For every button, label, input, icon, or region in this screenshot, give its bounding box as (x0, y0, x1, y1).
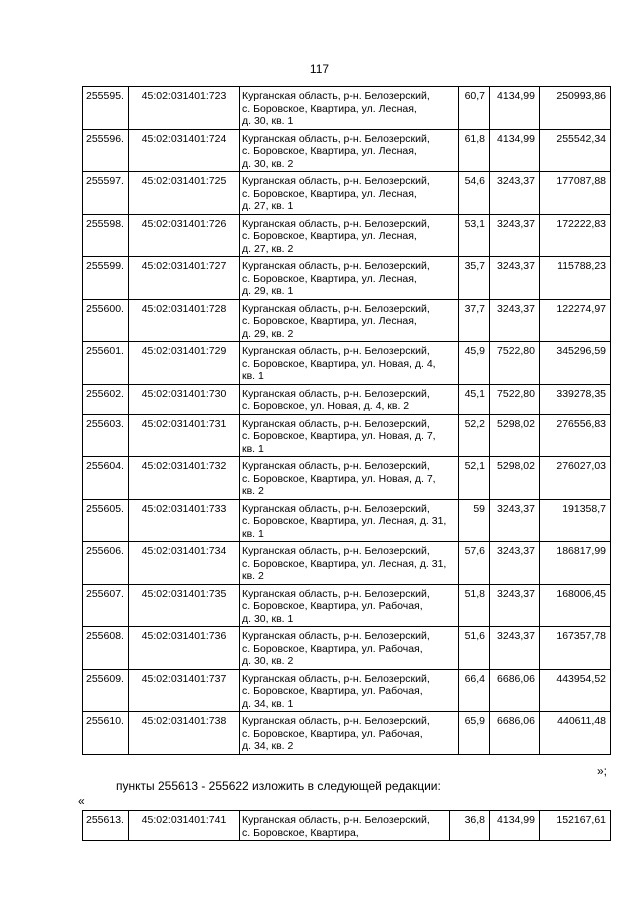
address (240, 669, 459, 712)
total-value: 186817,99 (540, 542, 611, 585)
address-line: д. 27, кв. 2 (242, 242, 294, 255)
table-row (83, 627, 611, 670)
area: 59 (459, 499, 490, 542)
address (240, 214, 459, 257)
table-row (83, 669, 611, 712)
address-line: Курганская область, р-н. Белозерский, (242, 460, 430, 472)
address-line: с. Боровское, Квартира, ул. Новая, д. 7, (242, 472, 436, 485)
area: 57,6 (459, 542, 490, 585)
address-line: с. Боровское, Квартира, (242, 826, 359, 839)
area: 45,1 (459, 384, 490, 414)
address-line: с. Боровское, Квартира, ул. Лесная, д. 31, (242, 515, 447, 527)
cadastral-number: 45:02:031401:727 (129, 257, 240, 300)
unit-price: 3243,37 (490, 627, 540, 670)
address (240, 384, 459, 414)
cadastral-number: 45:02:031401:726 (129, 214, 240, 257)
total-value: 122274,97 (540, 299, 611, 342)
address-line: д. 30, кв. 2 (242, 157, 294, 170)
address-line: д. 30, кв. 1 (242, 612, 294, 625)
unit-price: 3243,37 (490, 214, 540, 257)
row-number: 255598. (83, 214, 129, 257)
address-line: Курганская область, р-н. Белозерский, (242, 630, 430, 642)
cadastral-number: 45:02:031401:725 (129, 172, 240, 215)
address-line: Курганская область, р-н. Белозерский, (242, 814, 430, 826)
address-line: Курганская область, р-н. Белозерский, (242, 132, 430, 145)
row-number: 255603. (83, 414, 129, 457)
area: 66,4 (459, 669, 490, 712)
total-value: 172222,83 (540, 214, 611, 257)
area: 60,7 (459, 87, 490, 130)
cadastral-number: 45:02:031401:735 (129, 584, 240, 627)
row-number: 255610. (83, 712, 129, 755)
row-number: 255601. (83, 342, 129, 385)
address-line: Курганская область, р-н. Белозерский, (242, 715, 430, 727)
area: 37,7 (459, 299, 490, 342)
row-number: 255608. (83, 627, 129, 670)
area: 51,6 (459, 627, 490, 670)
table-row (83, 811, 611, 841)
cadastral-number: 45:02:031401:736 (129, 627, 240, 670)
area: 52,2 (459, 414, 490, 457)
unit-price: 7522,80 (490, 342, 540, 385)
unit-price: 6686,06 (490, 669, 540, 712)
closing-quote: »; (596, 764, 607, 778)
address-line: Курганская область, р-н. Белозерский, (242, 417, 430, 430)
address-line: с. Боровское, Квартира, ул. Новая, д. 4, (242, 357, 436, 370)
address (240, 457, 459, 500)
instruction-text: пункты 255613 - 255622 изложить в следующей редакции: (116, 779, 441, 793)
address-line: Курганская область, р-н. Белозерский, (242, 345, 430, 357)
unit-price: 4134,99 (490, 87, 540, 130)
address-line: кв. 2 (242, 485, 264, 497)
cadastral-number: 45:02:031401:728 (129, 299, 240, 342)
unit-price: 3243,37 (490, 542, 540, 585)
cadastral-number: 45:02:031401:730 (129, 384, 240, 414)
cadastral-number: 45:02:031401:729 (129, 342, 240, 385)
total-value: 440611,48 (540, 712, 611, 755)
address-line: Курганская область, р-н. Белозерский, (242, 302, 430, 315)
table-row (83, 457, 611, 500)
address-line: с. Боровское, Квартира, ул. Лесная, д. 31, (242, 557, 447, 570)
address-line: с. Боровское, Квартира, ул. Лесная, (242, 145, 417, 157)
table-row (83, 499, 611, 542)
row-number: 255605. (83, 499, 129, 542)
address-line: с. Боровское, Квартира, ул. Рабочая, (242, 642, 423, 655)
address (240, 342, 459, 385)
page-number: 117 (309, 62, 330, 76)
cadastral-number: 45:02:031401:723 (129, 87, 240, 130)
area: 61,8 (459, 129, 490, 172)
address-line: Курганская область, р-н. Белозерский, (242, 175, 430, 187)
row-number: 255599. (83, 257, 129, 300)
address-line: с. Боровское, Квартира, ул. Лесная, (242, 230, 417, 242)
unit-price: 5298,02 (490, 414, 540, 457)
unit-price: 6686,06 (490, 712, 540, 755)
address-line: с. Боровское, Квартира, ул. Рабочая, (242, 600, 423, 612)
table-row (83, 129, 611, 172)
address-line: Курганская область, р-н. Белозерский, (242, 502, 430, 515)
address-line: Курганская область, р-н. Белозерский, (242, 217, 430, 230)
address-line: д. 30, кв. 2 (242, 655, 294, 667)
address-line: д. 34, кв. 1 (242, 697, 294, 710)
address-line: с. Боровское, Квартира, ул. Рабочая, (242, 727, 423, 740)
table-row (83, 214, 611, 257)
row-number: 255604. (83, 457, 129, 500)
address-line: д. 29, кв. 2 (242, 327, 294, 340)
address-line: с. Боровское, Квартира, ул. Новая, д. 7, (242, 430, 436, 442)
cadastral-number: 45:02:031401:741 (129, 811, 240, 841)
row-number: 255600. (83, 299, 129, 342)
total-value: 345296,59 (540, 342, 611, 385)
address-line: Курганская область, р-н. Белозерский, (242, 387, 430, 400)
address (240, 414, 459, 457)
cadastral-number: 45:02:031401:737 (129, 669, 240, 712)
unit-price: 7522,80 (490, 384, 540, 414)
unit-price: 3243,37 (490, 299, 540, 342)
total-value: 255542,34 (540, 129, 611, 172)
address-line: д. 34, кв. 2 (242, 740, 294, 752)
table-row (83, 342, 611, 385)
area: 53,1 (459, 214, 490, 257)
area: 35,7 (459, 257, 490, 300)
table-row (83, 584, 611, 627)
area: 65,9 (459, 712, 490, 755)
opening-quote: « (78, 794, 85, 808)
address (240, 87, 459, 130)
address-line: с. Боровское, Квартира, ул. Лесная, (242, 102, 417, 115)
row-number: 255613. (83, 811, 129, 841)
address (240, 299, 459, 342)
address (240, 584, 459, 627)
total-value: 276556,83 (540, 414, 611, 457)
row-number: 255595. (83, 87, 129, 130)
area: 54,6 (459, 172, 490, 215)
table-row (83, 257, 611, 300)
address (240, 627, 459, 670)
address (240, 712, 459, 755)
table-row (83, 172, 611, 215)
unit-price: 3243,37 (490, 584, 540, 627)
address-line: с. Боровское, Квартира, ул. Рабочая, (242, 685, 423, 697)
address (240, 499, 459, 542)
address-line: с. Боровское, Квартира, ул. Лесная, (242, 315, 417, 327)
total-value: 443954,52 (540, 669, 611, 712)
total-value: 168006,45 (540, 584, 611, 627)
row-number: 255597. (83, 172, 129, 215)
address-line: Курганская область, р-н. Белозерский, (242, 587, 430, 600)
address (240, 542, 459, 585)
address-line: кв. 1 (242, 527, 264, 540)
row-number: 255602. (83, 384, 129, 414)
area: 36,8 (450, 811, 490, 841)
address-line: с. Боровское, Квартира, ул. Лесная, (242, 272, 417, 285)
address-line: кв. 2 (242, 570, 264, 582)
total-value: 152167,61 (540, 811, 611, 841)
area: 51,8 (459, 584, 490, 627)
address-line: Курганская область, р-н. Белозерский, (242, 672, 430, 685)
row-number: 255607. (83, 584, 129, 627)
address-line: д. 30, кв. 1 (242, 115, 294, 127)
address-line: д. 29, кв. 1 (242, 285, 294, 297)
row-number: 255606. (83, 542, 129, 585)
address-line: кв. 1 (242, 370, 264, 382)
unit-price: 3243,37 (490, 257, 540, 300)
address-line: д. 27, кв. 1 (242, 200, 294, 212)
cadastral-number: 45:02:031401:732 (129, 457, 240, 500)
total-value: 177087,88 (540, 172, 611, 215)
address-line: Курганская область, р-н. Белозерский, (242, 260, 430, 272)
table-row (83, 87, 611, 130)
total-value: 115788,23 (540, 257, 611, 300)
cadastral-number: 45:02:031401:731 (129, 414, 240, 457)
address (240, 129, 459, 172)
table-row (83, 542, 611, 585)
total-value: 339278,35 (540, 384, 611, 414)
address (240, 257, 459, 300)
address-line: Курганская область, р-н. Белозерский, (242, 545, 430, 557)
row-number: 255609. (83, 669, 129, 712)
cadastral-number: 45:02:031401:733 (129, 499, 240, 542)
table-row (83, 414, 611, 457)
total-value: 276027,03 (540, 457, 611, 500)
property-table-continued (82, 810, 611, 841)
area: 45,9 (459, 342, 490, 385)
address-line: Курганская область, р-н. Белозерский, (242, 90, 430, 102)
address-line: кв. 1 (242, 442, 264, 455)
address (240, 811, 450, 841)
table-row (83, 299, 611, 342)
cadastral-number: 45:02:031401:724 (129, 129, 240, 172)
area: 52,1 (459, 457, 490, 500)
address-line: с. Боровское, Квартира, ул. Лесная, (242, 187, 417, 200)
row-number: 255596. (83, 129, 129, 172)
table-row (83, 712, 611, 755)
property-table (82, 86, 611, 755)
total-value: 250993,86 (540, 87, 611, 130)
cadastral-number: 45:02:031401:734 (129, 542, 240, 585)
total-value: 167357,78 (540, 627, 611, 670)
table-row (83, 384, 611, 414)
total-value: 191358,7 (540, 499, 611, 542)
address-line: с. Боровское, ул. Новая, д. 4, кв. 2 (242, 400, 410, 412)
unit-price: 3243,37 (490, 172, 540, 215)
unit-price: 4134,99 (490, 811, 540, 841)
address (240, 172, 459, 215)
unit-price: 5298,02 (490, 457, 540, 500)
unit-price: 4134,99 (490, 129, 540, 172)
cadastral-number: 45:02:031401:738 (129, 712, 240, 755)
unit-price: 3243,37 (490, 499, 540, 542)
